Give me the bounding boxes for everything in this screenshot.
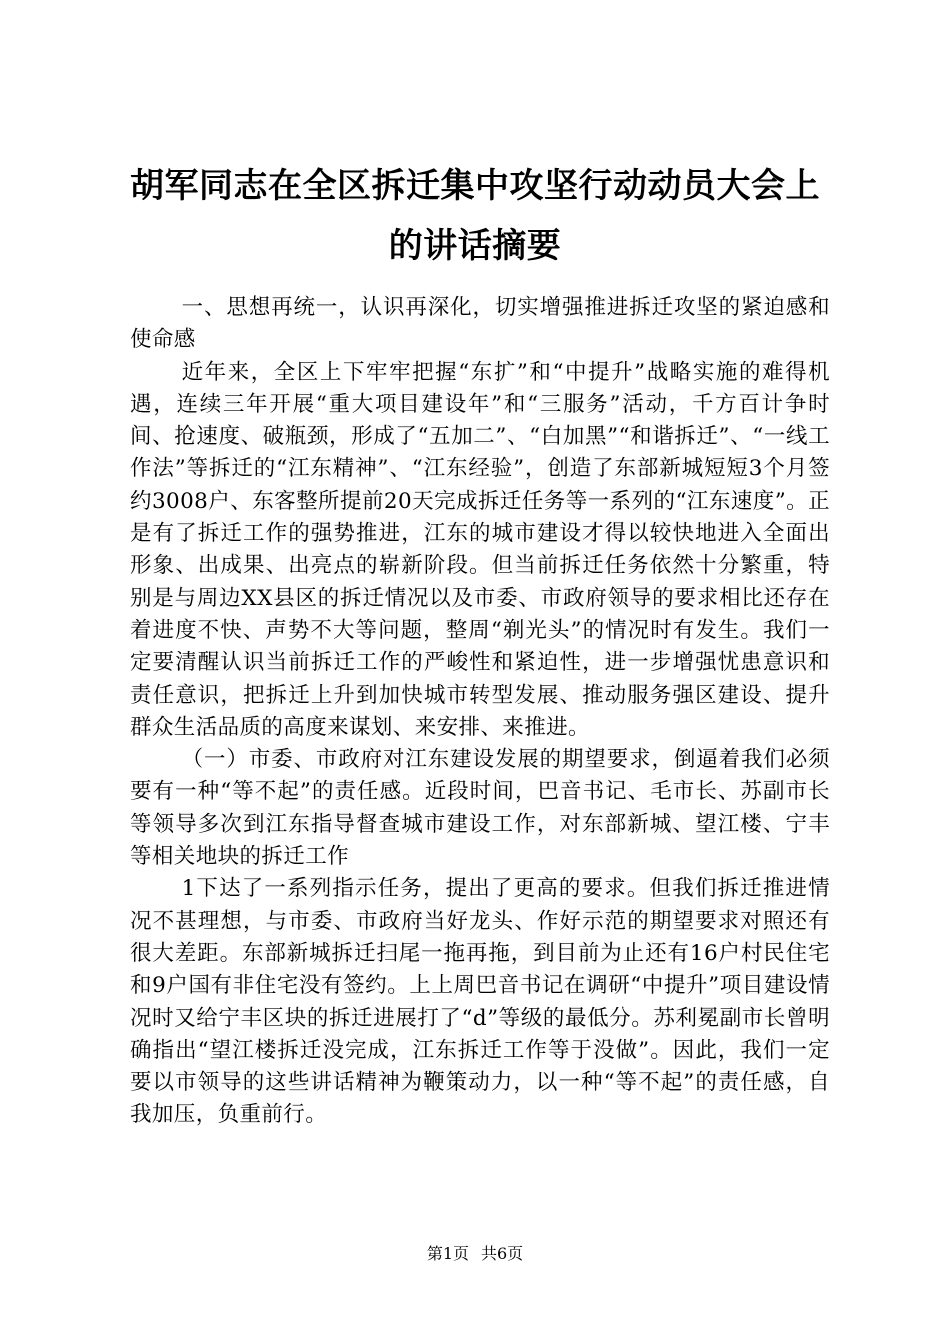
page-footer <box>0 1242 950 1266</box>
body-paragraph: 近年来，全区上下牢牢把握“东扩”和“中提升”战略实施的难得机遇，连续三年开展“重大项目建设年”和“三服务”活动，千方百计争时间、抢速度、破瓶颈，形成了“五加二”、“白加黑”“和谐拆迁”、“一线工作法”等拆迁的“江东精神”、“江东经验”，创造了东部新城短短3个月签约3008户、东客整所提前20天完成拆迁任务等一系列的“江东速度”。正是有了拆迁工作的强势推进，江东的城市建设才得以较快地进入全面出形象、出成果、出亮点的崭新阶段。但当前拆迁任务依然十分繁重，特别是与周边XX县区的拆迁情况以及市委、市政府领导的要求相比还存在着进度不快、声势不大等问题，整周“剃光头”的情况时有发生。我们一定要清醒认识当前拆迁工作的严峻性和紧迫性，进一步增强忧患意识和责任意识，把拆迁上升到加快城市转型发展、推动服务强区建设、提升群众生活品质的高度来谋划、来安排、来推进。 <box>130 359 830 740</box>
title-line-1: 胡军同志在全区拆迁集中攻坚行动动员大会上 <box>130 166 820 206</box>
page-number: 第1页 <box>426 1244 469 1263</box>
body-paragraph: （一）市委、市政府对江东建设发展的期望要求，倒逼着我们必须要有一种“等不起”的责任感。近段时间，巴音书记、毛市长、苏副市长等领导多次到江东指导督查城市建设工作，对东部新城、望江楼、宁丰等相关地块的拆迁工作 <box>130 747 830 870</box>
document-title <box>110 156 840 276</box>
document-body <box>130 292 830 1132</box>
body-paragraph: 1下达了一系列指示任务，提出了更高的要求。但我们拆迁推进情况不甚理想，与市委、市政府当好龙头、作好示范的期望要求对照还有很大差距。东部新城拆迁扫尾一拖再拖，到目前为止还有16户村民住宅和9户国有非住宅没有签约。上上周巴音书记在调研“中提升”项目建设情况时又给宁丰区块的拆迁进展打了“d”等级的最低分。苏利冕副市长曾明确指出“望江楼拆迁没完成，江东拆迁工作等于没做”。因此，我们一定要以市领导的这些讲话精神为鞭策动力，以一种“等不起”的责任感，自我加压，负重前行。 <box>130 876 830 1128</box>
title-line-2: 的讲话摘要 <box>388 226 562 266</box>
section-heading: 一、思想再统一，认识再深化，切实增强推进拆迁攻坚的紧迫感和使命感 <box>130 295 830 353</box>
page-total: 共6页 <box>481 1244 524 1263</box>
